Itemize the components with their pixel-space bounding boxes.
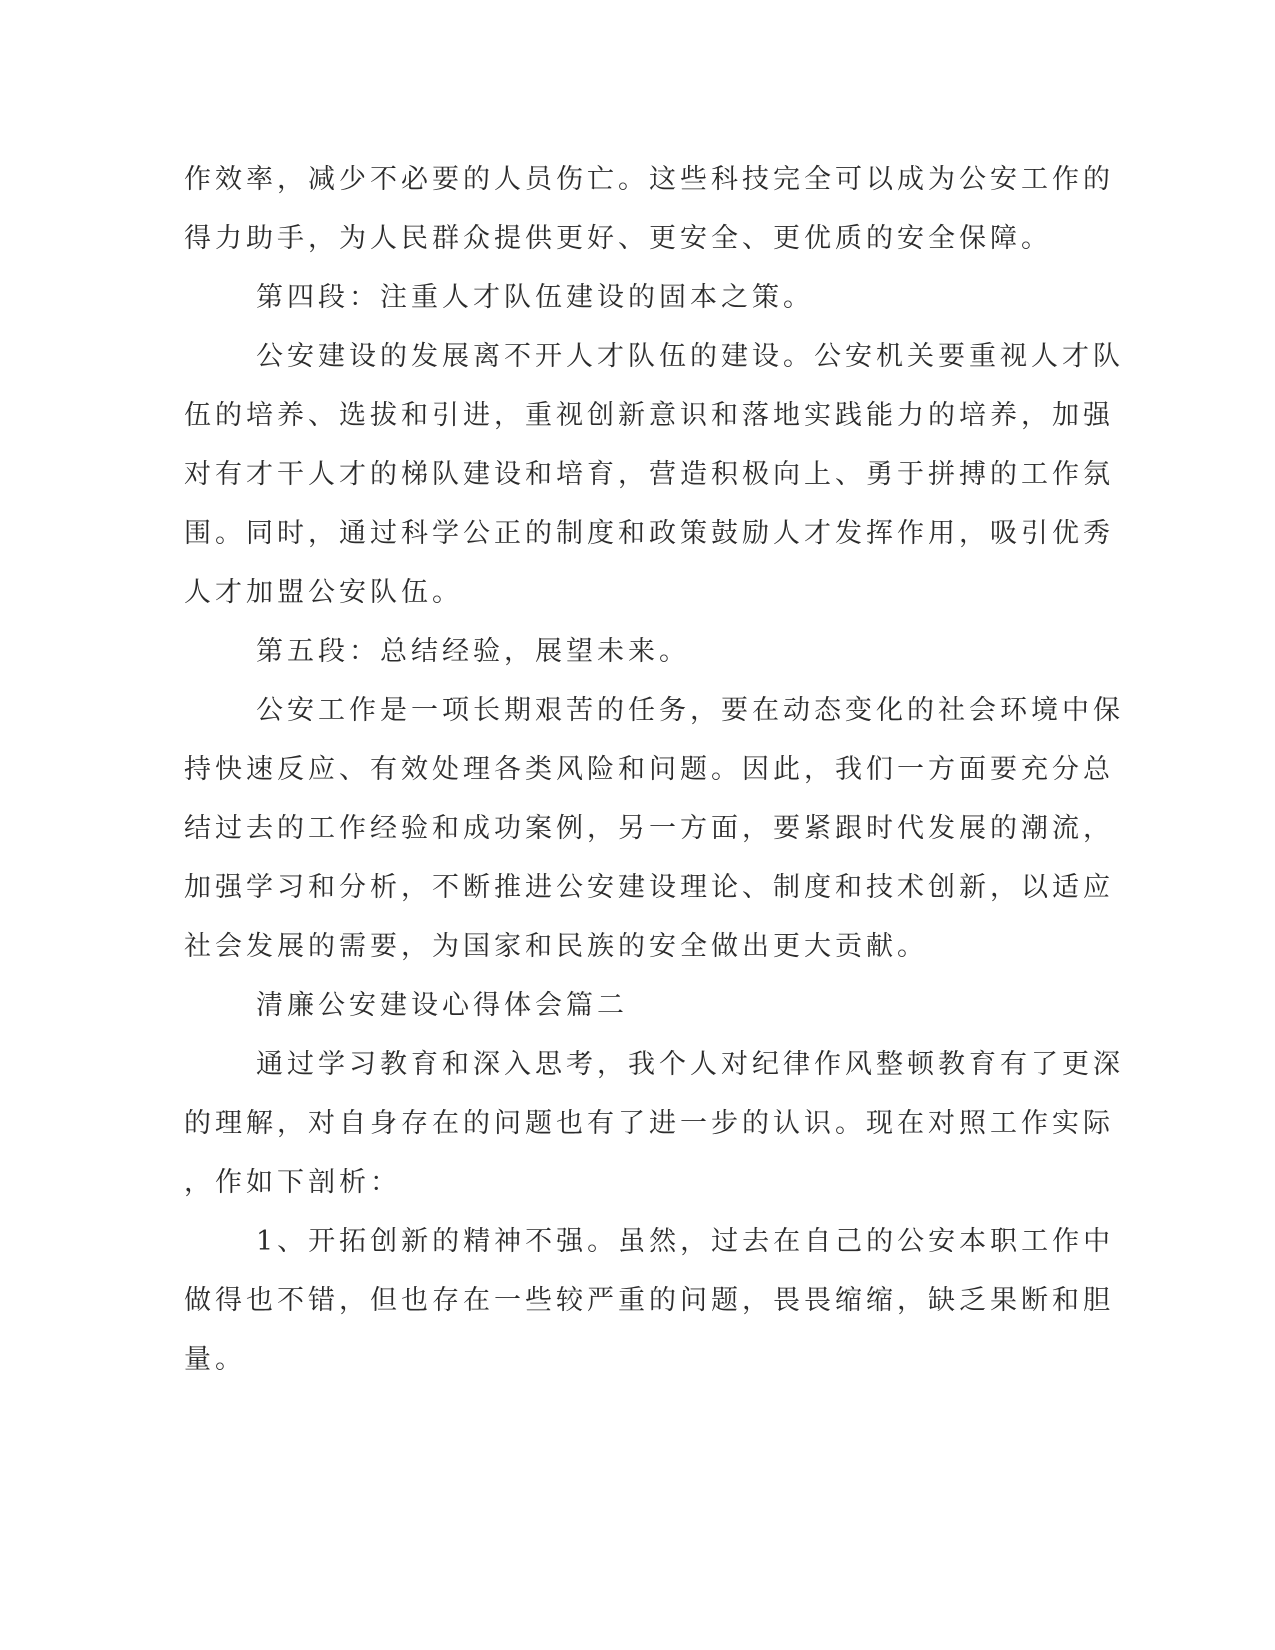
paragraph-first-line: 公安建设的发展离不开人才队伍的建设。公安机关要重视人才队 (256, 341, 1124, 372)
text-line: 得力助手，为人民群众提供更好、更安全、更优质的安全保障。 (184, 223, 1052, 254)
text-line: 加强学习和分析，不断推进公安建设理论、制度和技术创新，以适应 (184, 872, 1114, 903)
article-subtitle: 清廉公安建设心得体会篇二 (256, 990, 628, 1021)
text-line: 的理解，对自身存在的问题也有了进一步的认识。现在对照工作实际 (184, 1108, 1114, 1139)
text-line: 作效率，减少不必要的人员伤亡。这些科技完全可以成为公安工作的 (184, 164, 1114, 195)
numbered-item-first-line: 1、开拓创新的精神不强。虽然，过去在自己的公安本职工作中 (256, 1226, 1115, 1257)
text-line: 围。同时，通过科学公正的制度和政策鼓励人才发挥作用，吸引优秀 (184, 518, 1114, 549)
text-line: 伍的培养、选拔和引进，重视创新意识和落地实践能力的培养，加强 (184, 400, 1114, 431)
text-line: 社会发展的需要，为国家和民族的安全做出更大贡献。 (184, 931, 928, 962)
paragraph-first-line: 公安工作是一项长期艰苦的任务，要在动态变化的社会环境中保 (256, 695, 1124, 726)
paragraph-first-line: 通过学习教育和深入思考，我个人对纪律作风整顿教育有了更深 (256, 1049, 1124, 1080)
text-line: 做得也不错，但也存在一些较严重的问题，畏畏缩缩，缺乏果断和胆 (184, 1285, 1114, 1316)
text-line: 量。 (184, 1344, 246, 1375)
section-heading: 第五段：总结经验，展望未来。 (256, 636, 690, 667)
text-line: 结过去的工作经验和成功案例，另一方面，要紧跟时代发展的潮流， (184, 813, 1114, 844)
text-line: ，作如下剖析： (184, 1167, 401, 1198)
text-line: 持快速反应、有效处理各类风险和问题。因此，我们一方面要充分总 (184, 754, 1114, 785)
section-heading: 第四段：注重人才队伍建设的固本之策。 (256, 282, 814, 313)
text-line: 对有才干人才的梯队建设和培育，营造积极向上、勇于拼搏的工作氛 (184, 459, 1114, 490)
text-line: 人才加盟公安队伍。 (184, 577, 463, 608)
